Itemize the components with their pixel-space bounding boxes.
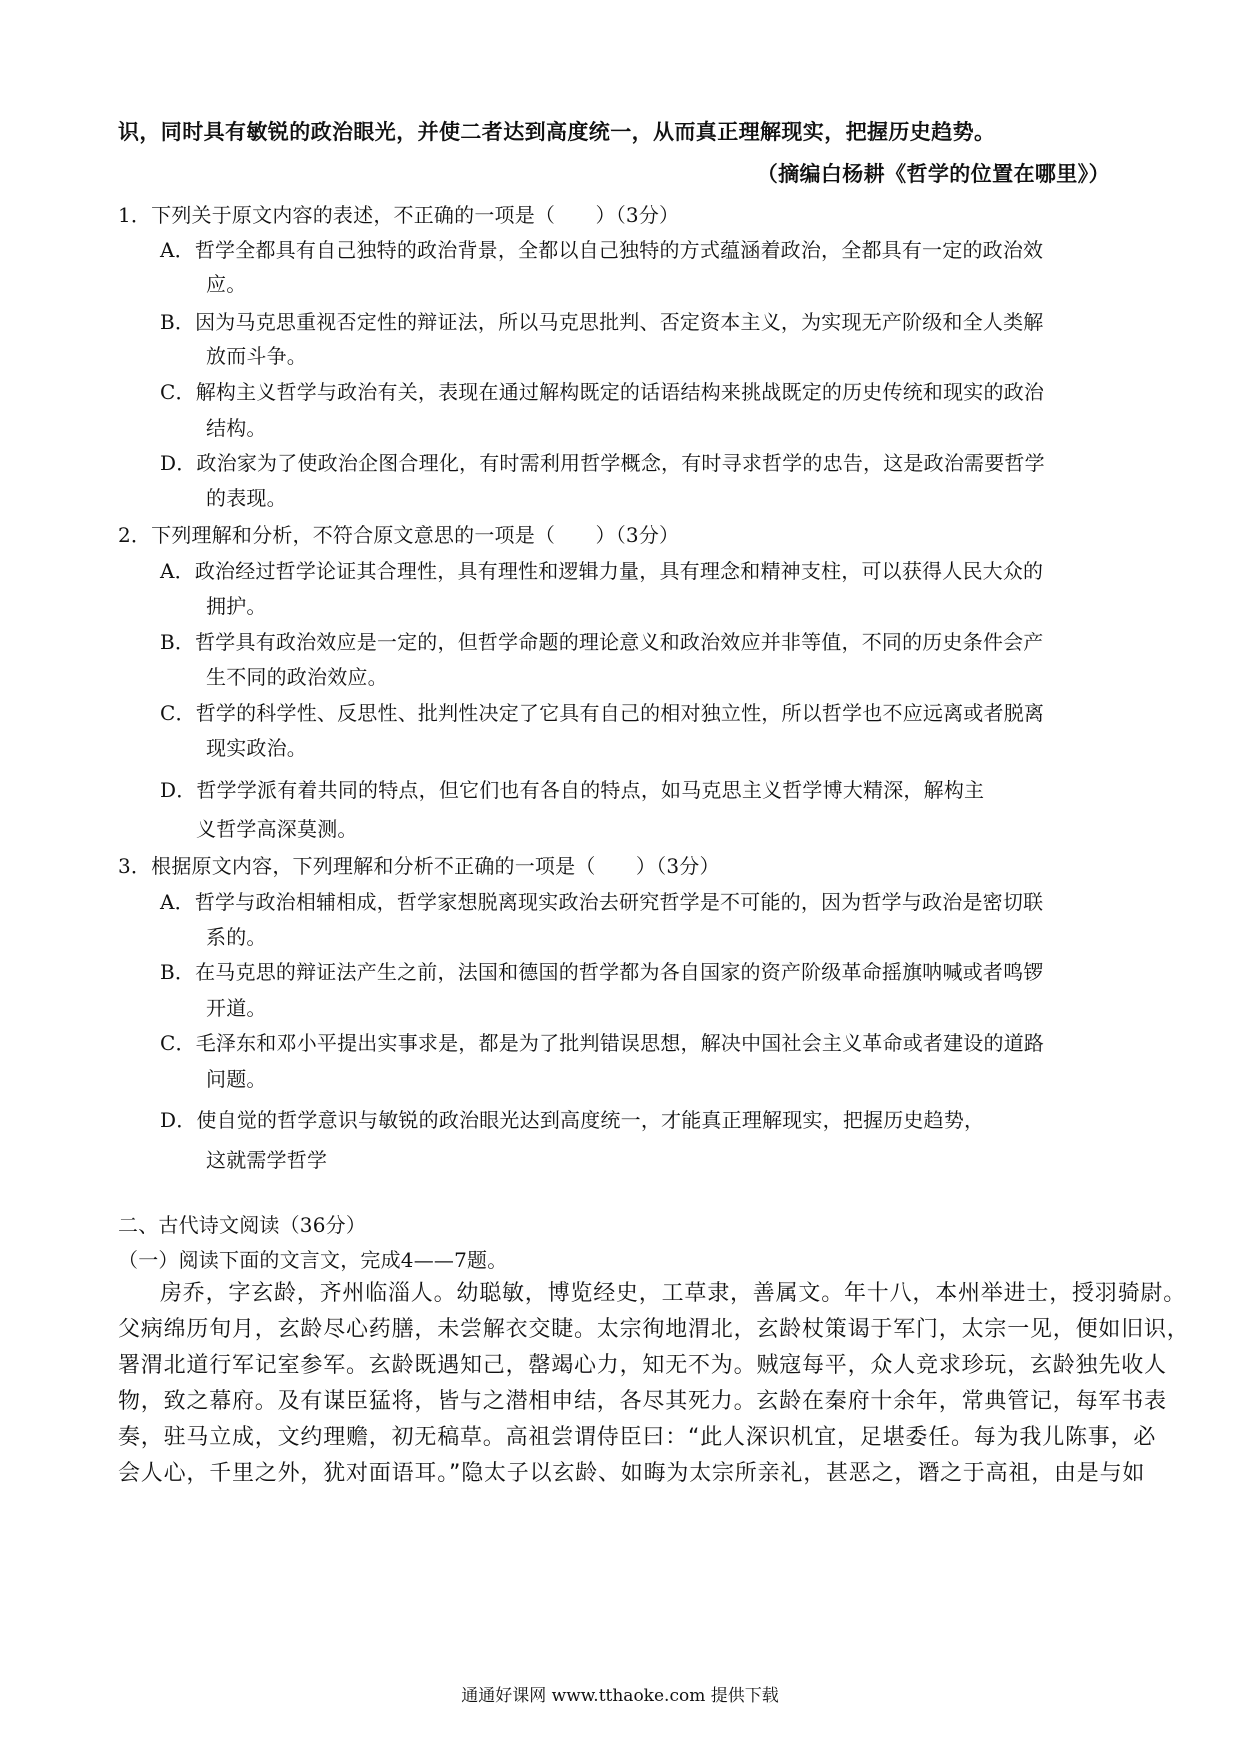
passage-line-5: 奏，驻马立成，文约理赡，初无稿草。高祖尝谓侍臣曰：“此人深识机宜，足堪委任。每为我儿陈事，必 xyxy=(118,1425,1157,1450)
q3-option-a-cont: 系的。 xyxy=(206,925,267,949)
q2-option-a: A．政治经过哲学论证其合理性，具有理性和逻辑力量，具有理念和精神支柱，可以获得人民大众的 xyxy=(160,559,1044,583)
passage-line-6: 会人心，千里之外，犹对面语耳。”隐太子以玄龄、如晦为太宗所亲礼，甚恶之，谮之于高祖，由是与如 xyxy=(118,1461,1146,1486)
q2-option-c-cont: 现实政治。 xyxy=(206,736,307,760)
q2-option-b: B．哲学具有政治效应是一定的，但哲学命题的理论意义和政治效应并非等值，不同的历史条件会产 xyxy=(160,630,1044,654)
passage-line-1: 房乔，字玄龄，齐州临淄人。幼聪敏，博览经史，工草隶，善属文。年十八，本州举进士，授羽骑尉。 xyxy=(160,1281,1187,1306)
page-footer: 通通好课网 www.tthaoke.com 提供下载 xyxy=(461,1686,779,1706)
q3-option-d-cont: 这就需学哲学 xyxy=(206,1148,328,1172)
q3-option-d: D．使自觉的哲学意识与敏锐的政治眼光达到高度统一，才能真正理解现实，把握历史趋势， xyxy=(160,1108,985,1132)
source-citation: （摘编白杨耕《哲学的位置在哪里》） xyxy=(756,161,1110,186)
q3-option-c: C．毛泽东和邓小平提出实事求是，都是为了批判错误思想，解决中国社会主义革命或者建设的道路 xyxy=(160,1031,1045,1055)
q1-option-b-cont: 放而斗争。 xyxy=(206,344,307,368)
section-subtitle: （一）阅读下面的文言文，完成4——7题。 xyxy=(118,1248,508,1272)
passage-line-4: 物，致之幕府。及有谋臣猛将，皆与之潜相申结，各尽其死力。玄龄在秦府十余年，常典管记，每军书表 xyxy=(118,1389,1167,1414)
q3-option-b: B．在马克思的辩证法产生之前，法国和德国的哲学都为各自国家的资产阶级革命摇旗呐喊或者鸣锣 xyxy=(160,960,1044,984)
q1-option-b: B．因为马克思重视否定性的辩证法，所以马克思批判、否定资本主义，为实现无产阶级和全人类解 xyxy=(160,310,1044,334)
q1-option-a-cont: 应。 xyxy=(206,272,247,296)
passage-line-2: 父病绵历旬月，玄龄尽心药膳，未尝解衣交睫。太宗徇地渭北，玄龄杖策谒于军门，太宗一见，便如旧识， xyxy=(118,1317,1190,1342)
q1-option-d-cont: 的表现。 xyxy=(206,486,287,510)
q2-option-b-cont: 生不同的政治效应。 xyxy=(206,665,388,689)
q1-option-d: D．政治家为了使政治企图合理化，有时需利用哲学概念，有时寻求哲学的忠告，这是政治需要哲学 xyxy=(160,451,1045,475)
q2-option-d: D．哲学学派有着共同的特点，但它们也有各自的特点，如马克思主义哲学博大精深，解构主 xyxy=(160,778,985,802)
question-1-stem: 1．下列关于原文内容的表述，不正确的一项是（ ）（3分） xyxy=(118,203,680,227)
q3-option-c-cont: 问题。 xyxy=(206,1067,267,1091)
q2-option-a-cont: 拥护。 xyxy=(206,594,267,618)
intro-line: 识，同时具有敏锐的政治眼光，并使二者达到高度统一，从而真正理解现实，把握历史趋势。 xyxy=(118,119,996,144)
q1-option-a: A．哲学全都具有自己独特的政治背景，全都以自己独特的方式蕴涵着政治，全都具有一定的政治效 xyxy=(160,238,1044,262)
question-3-stem: 3．根据原文内容，下列理解和分析不正确的一项是（ ）（3分） xyxy=(118,854,720,878)
q3-option-b-cont: 开道。 xyxy=(206,996,267,1020)
passage-line-3: 署渭北道行军记室参军。玄龄既遇知己，罄竭心力，知无不为。贼寇每平，众人竞求珍玩，玄龄独先收人 xyxy=(118,1353,1167,1378)
q2-option-d-cont: 义哲学高深莫测。 xyxy=(196,817,358,841)
question-2-stem: 2．下列理解和分析，不符合原文意思的一项是（ ）（3分） xyxy=(118,523,680,547)
q1-option-c-cont: 结构。 xyxy=(206,416,267,440)
q2-option-c: C．哲学的科学性、反思性、批判性决定了它具有自己的相对独立性，所以哲学也不应远离或者脱离 xyxy=(160,701,1045,725)
q1-option-c: C．解构主义哲学与政治有关，表现在通过解构既定的话语结构来挑战既定的历史传统和现实的政治 xyxy=(160,380,1045,404)
section-title: 二、古代诗文阅读（36分） xyxy=(118,1213,367,1237)
q3-option-a: A．哲学与政治相辅相成，哲学家想脱离现实政治去研究哲学是不可能的，因为哲学与政治是密切联 xyxy=(160,890,1044,914)
